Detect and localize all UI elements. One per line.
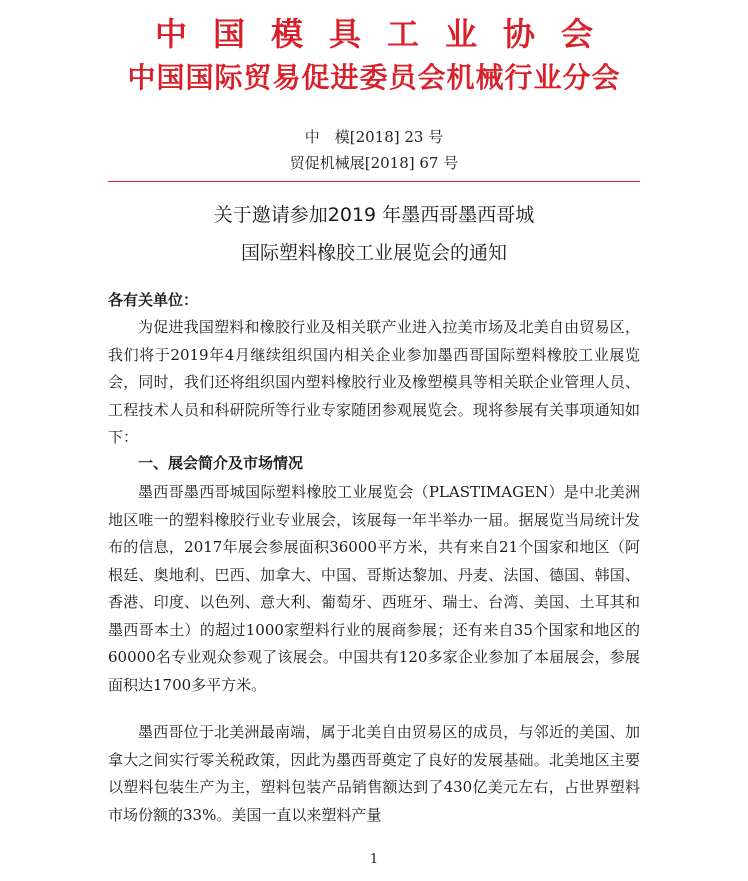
red-divider	[108, 181, 640, 182]
org-name-primary: 中国模具工业协会	[154, 15, 619, 53]
intro-paragraph: 为促进我国塑料和橡胶行业及相关联产业进入拉美市场及北美自由贸易区，我们将于2019年4月继续组织国内相关企业参加墨西哥国际塑料橡胶工业展览会，同时，我们还将组织国内塑料橡胶行业及橡塑模具等相关联企业管理人员、工程技术人员和科研院所等行业专家随团参观展览会。现将参展有关事项通知如下：	[108, 318, 640, 446]
salutation: 各有关单位：	[108, 291, 199, 309]
doc-number-2: 贸促机械展[2018] 67 号	[289, 154, 459, 172]
org-name-secondary: 中国国际贸易促进委员会机械行业分会	[127, 61, 621, 94]
doc-number-1: 中 模[2018] 23 号	[304, 128, 444, 146]
notice-title-line-2: 国际塑料橡胶工业展览会的通知	[240, 242, 507, 264]
notice-title-line-1: 关于邀请参加2019 年墨西哥墨西哥城	[213, 204, 535, 226]
section-heading-1: 一、展会简介及市场情况	[138, 454, 304, 472]
page-number: 1	[369, 852, 379, 867]
section1-paragraph-1: 墨西哥墨西哥城国际塑料橡胶工业展览会（PLASTIMAGEN）是中北美洲地区唯一的塑料橡胶行业专业展会，该展每一年半举办一届。据展览当局统计发布的信息，2017年展会参展面积36000平方米，共有来自21个国家和地区（阿根廷、奥地利、巴西、加拿大、中国、哥斯达黎加、丹麦、法国、德国、韩国、香港、印度、以色列、意大利、葡萄牙、西班牙、瑞士、台湾、美国、土耳其和墨西哥本土）的超过1000家塑料行业的展商参展；还有来自35个国家和地区的60000名专业观众参观了该展会。中国共有120多家企业参加了本届展会，参展面积达1700多平方米。	[108, 483, 640, 694]
section1-paragraph-2: 墨西哥位于北美洲最南端，属于北美自由贸易区的成员，与邻近的美国、加拿大之间实行零关税政策，因此为墨西哥奠定了良好的发展基础。北美地区主要以塑料包装生产为主，塑料包装产品销售额达到了430亿美元左右，占世界塑料市场份额的33%。美国一直以来塑料产量	[108, 723, 640, 824]
